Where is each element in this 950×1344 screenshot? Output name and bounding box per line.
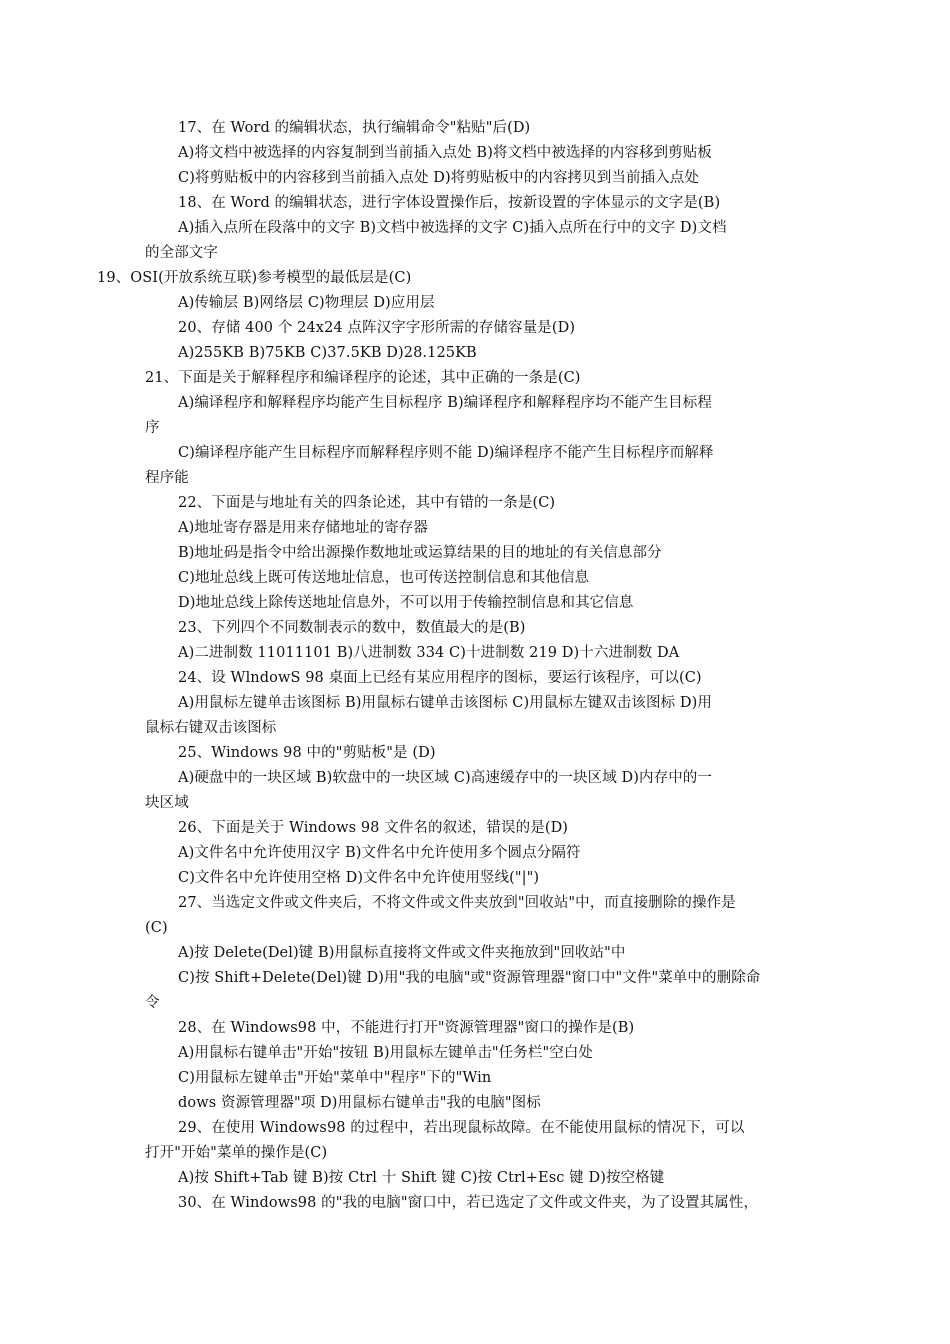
q27-options-cd-cont: 令 bbox=[145, 995, 160, 1011]
question-19: 19、OSI(开放系统互联)参考模型的最低层是(C) bbox=[97, 270, 412, 286]
question-24: 24、设 WlndowS 98 桌面上已经有某应用程序的图标，要运行该程序，可以(C) bbox=[178, 670, 702, 686]
q21-options-ab-cont: 序 bbox=[145, 420, 160, 436]
q22-option-a: A)地址寄存器是用来存储地址的寄存器 bbox=[178, 520, 428, 536]
q27-options-cd: C)按 Shift+Delete(Del)键 D)用"我的电脑"或"资源管理器"窗口中"文件"菜单中的删除命 bbox=[178, 970, 761, 986]
question-23: 23、下列四个不同数制表示的数中，数值最大的是(B) bbox=[178, 620, 526, 636]
q22-option-d: D)地址总线上除传送地址信息外，不可以用于传输控制信息和其它信息 bbox=[178, 595, 634, 611]
q21-options-ab: A)编译程序和解释程序均能产生目标程序 B)编译程序和解释程序均不能产生目标程 bbox=[178, 395, 712, 411]
q22-option-c: C)地址总线上既可传送地址信息，也可传送控制信息和其他信息 bbox=[178, 570, 590, 586]
question-26: 26、下面是关于 Windows 98 文件名的叙述，错误的是(D) bbox=[178, 820, 569, 836]
q28-option-c: C)用鼠标左键单击"开始"菜单中"程序"下的"Win bbox=[178, 1070, 492, 1086]
question-17: 17、在 Word 的编辑状态，执行编辑命令"粘贴"后(D) bbox=[178, 120, 531, 136]
q28-option-c-cont: dows 资源管理器"项 D)用鼠标右键单击"我的电脑"图标 bbox=[178, 1095, 541, 1111]
q21-options-cd-cont: 程序能 bbox=[145, 470, 189, 486]
question-29: 29、在使用 Windows98 的过程中，若出现鼠标故障。在不能使用鼠标的情况下，可以 bbox=[178, 1120, 745, 1136]
q26-options-ab: A)文件名中允许使用汉字 B)文件名中允许使用多个圆点分隔符 bbox=[178, 845, 581, 861]
question-28: 28、在 Windows98 中，不能进行打开"资源管理器"窗口的操作是(B) bbox=[178, 1020, 635, 1036]
q28-options-ab: A)用鼠标右键单击"开始"按钮 B)用鼠标左键单击"任务栏"空白处 bbox=[178, 1045, 594, 1061]
question-30: 30、在 Windows98 的"我的电脑"窗口中，若已选定了文件或文件夹，为了设置其属性， bbox=[178, 1195, 759, 1211]
question-29-cont: 打开"开始"菜单的操作是(C) bbox=[145, 1145, 328, 1161]
q23-options: A)二进制数 11011101 B)八进制数 334 C)十进制数 219 D)十六进制数 DA bbox=[178, 645, 680, 661]
q17-options-cd: C)将剪贴板中的内容移到当前插入点处 D)将剪贴板中的内容拷贝到当前插入点处 bbox=[178, 170, 699, 186]
q29-options: A)按 Shift+Tab 键 B)按 Ctrl 十 Shift 键 C)按 Ctrl+Esc 键 D)按空格键 bbox=[178, 1170, 665, 1186]
question-21: 21、下面是关于解释程序和编译程序的论述，其中正确的一条是(C) bbox=[145, 370, 581, 386]
q21-options-cd: C)编译程序能产生目标程序而解释程序则不能 D)编译程序不能产生目标程序而解释 bbox=[178, 445, 714, 461]
q22-option-b: B)地址码是指令中给出源操作数地址或运算结果的目的地址的有关信息部分 bbox=[178, 545, 662, 561]
q24-options-cont: 鼠标右键双击该图标 bbox=[145, 720, 277, 736]
question-20: 20、存储 400 个 24x24 点阵汉字字形所需的存储容量是(D) bbox=[178, 320, 576, 336]
q24-options: A)用鼠标左键单击该图标 B)用鼠标右键单击该图标 C)用鼠标左键双击该图标 D)用 bbox=[178, 695, 712, 711]
q20-options: A)255KB B)75KB C)37.5KB D)28.125KB bbox=[178, 345, 477, 361]
question-22: 22、下面是与地址有关的四条论述，其中有错的一条是(C) bbox=[178, 495, 556, 511]
q27-options-ab: A)按 Delete(Del)键 B)用鼠标直接将文件或文件夹拖放到"回收站"中 bbox=[178, 945, 626, 961]
q18-options: A)插入点所在段落中的文字 B)文档中被选择的文字 C)插入点所在行中的文字 D)文档 bbox=[178, 220, 727, 236]
q18-options-cont: 的全部文字 bbox=[145, 245, 218, 261]
q19-options: A)传输层 B)网络层 C)物理层 D)应用层 bbox=[178, 295, 435, 311]
q17-options-ab: A)将文档中被选择的内容复制到当前插入点处 B)将文档中被选择的内容移到剪贴板 bbox=[178, 145, 712, 161]
question-18: 18、在 Word 的编辑状态，进行字体设置操作后，按新设置的字体显示的文字是(B) bbox=[178, 195, 721, 211]
q26-options-cd: C)文件名中允许使用空格 D)文件名中允许使用竖线("|") bbox=[178, 870, 540, 886]
question-25: 25、Windows 98 中的"剪贴板"是 (D) bbox=[178, 745, 436, 761]
question-27: 27、当选定文件或文件夹后，不将文件或文件夹放到"回收站"中，而直接删除的操作是 bbox=[178, 895, 736, 911]
q25-options: A)硬盘中的一块区域 B)软盘中的一块区域 C)高速缓存中的一块区域 D)内存中的一 bbox=[178, 770, 712, 786]
q25-options-cont: 块区域 bbox=[145, 795, 189, 811]
question-27-cont: (C) bbox=[145, 920, 168, 936]
